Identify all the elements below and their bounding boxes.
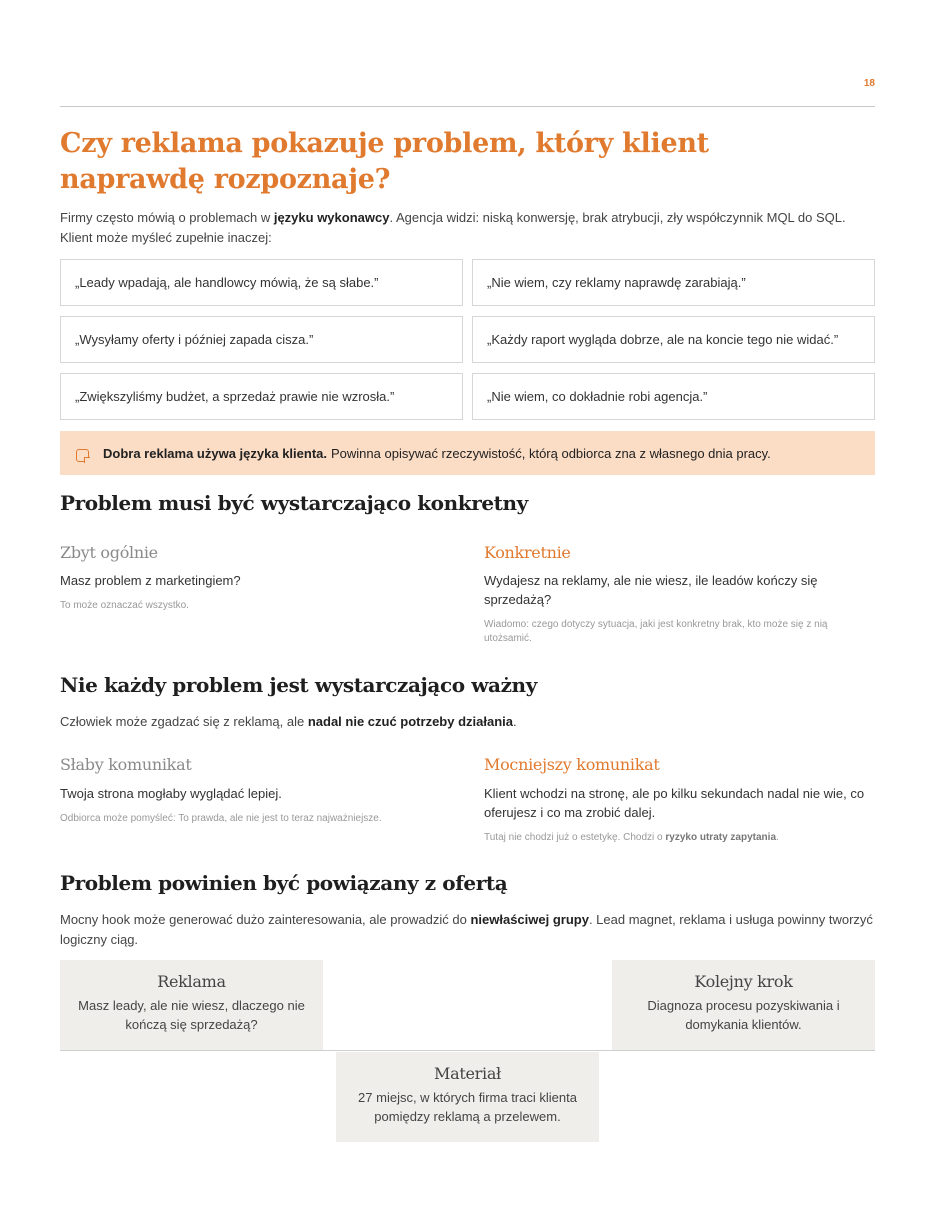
flow-step-title: Materiał xyxy=(434,1064,501,1083)
strong-message-title: Mocniejszy komunikat xyxy=(484,755,660,774)
quote-box: „Nie wiem, co dokładnie robi agencja.” xyxy=(472,373,875,420)
note-icon xyxy=(76,449,89,462)
section-title-important: Nie każdy problem jest wystarczająco ważny xyxy=(60,673,537,697)
flow-step-next xyxy=(612,960,875,1050)
quote-box: „Zwiększyliśmy budżet, a sprzedaż prawie nie wzrosła.” xyxy=(60,373,463,420)
quote-box: „Nie wiem, czy reklamy naprawdę zarabiają.” xyxy=(472,259,875,306)
weak-message-text: Twoja strona mogłaby wyglądać lepiej. xyxy=(60,786,282,801)
section-title-concrete: Problem musi być wystarczająco konkretny xyxy=(60,491,528,515)
concrete-text: Wydajesz na reklamy, ale nie wiesz, ile leadów kończy się sprzedażą? xyxy=(484,573,818,607)
callout-bold: Dobra reklama używa języka klienta. xyxy=(103,445,327,461)
weak-message-note: Odbiorca może pomyśleć: To prawda, ale nie jest to teraz najważniejsze. xyxy=(60,813,382,824)
page-number: 18 xyxy=(863,78,875,89)
quote-box: „Leady wpadają, ale handlowcy mówią, że są słabe.” xyxy=(60,259,463,306)
section-title-offer: Problem powinien być powiązany z ofertą xyxy=(60,871,508,895)
flow-step-ad xyxy=(60,960,323,1050)
callout-text: Powinna opisywać rzeczywistość, którą odbiorca zna z własnego dnia pracy. xyxy=(331,445,771,461)
too-general-note: To może oznaczać wszystko. xyxy=(60,600,189,611)
strong-message-text: Klient wchodzi na stronę, ale po kilku sekundach nadal nie wie, co oferujesz i co ma zrobić dalej. xyxy=(484,786,865,820)
section2-intro: Człowiek może zgadzać się z reklamą, ale nadal nie czuć potrzeby działania. xyxy=(60,714,517,729)
weak-message-title: Słaby komunikat xyxy=(60,755,192,774)
section3-intro: Mocny hook może generować dużo zainteresowania, ale prowadzić do niewłaściwej grupy. Lead magnet, reklama i usługa powinny tworzyć logiczny ciąg. xyxy=(60,912,873,947)
quote-box: „Wysyłamy oferty i później zapada cisza.” xyxy=(60,316,463,363)
too-general-title: Zbyt ogólnie xyxy=(60,543,158,562)
concrete-title: Konkretnie xyxy=(484,543,571,562)
header-divider xyxy=(60,106,875,107)
flow-step-material xyxy=(336,1052,599,1142)
quote-grid xyxy=(60,259,875,420)
strong-message-note: Tutaj nie chodzi już o estetykę. Chodzi o ryzyko utraty zapytania. xyxy=(484,832,779,843)
too-general-text: Masz problem z marketingiem? xyxy=(60,573,241,588)
flow-connector-line xyxy=(60,1050,875,1051)
flow-step-title: Reklama xyxy=(157,972,226,991)
flow-step-text: 27 miejsc, w których firma traci klienta pomiędzy reklamą a przelewem. xyxy=(358,1090,577,1124)
callout-box xyxy=(60,431,875,475)
quote-box: „Każdy raport wygląda dobrze, ale na koncie tego nie widać.” xyxy=(472,316,875,363)
flow-step-text: Diagnoza procesu pozyskiwania i domykania klientów. xyxy=(647,998,840,1032)
concrete-note: Wiadomo: czego dotyczy sytuacja, jaki jest konkretny brak, kto może się z nią utożsamić. xyxy=(484,619,828,644)
intro-paragraph: Firmy często mówią o problemach w języku wykonawcy. Agencja widzi: niską konwersję, brak atrybucji, zły współczynnik MQL do SQL. Klient może myśleć zupełnie inaczej: xyxy=(60,210,846,245)
flow-step-text: Masz leady, ale nie wiesz, dlaczego nie kończą się sprzedażą? xyxy=(78,998,305,1032)
flow-step-title: Kolejny krok xyxy=(694,972,793,991)
page-title: Czy reklama pokazuje problem, który klient naprawdę rozpoznaje? xyxy=(60,128,709,195)
